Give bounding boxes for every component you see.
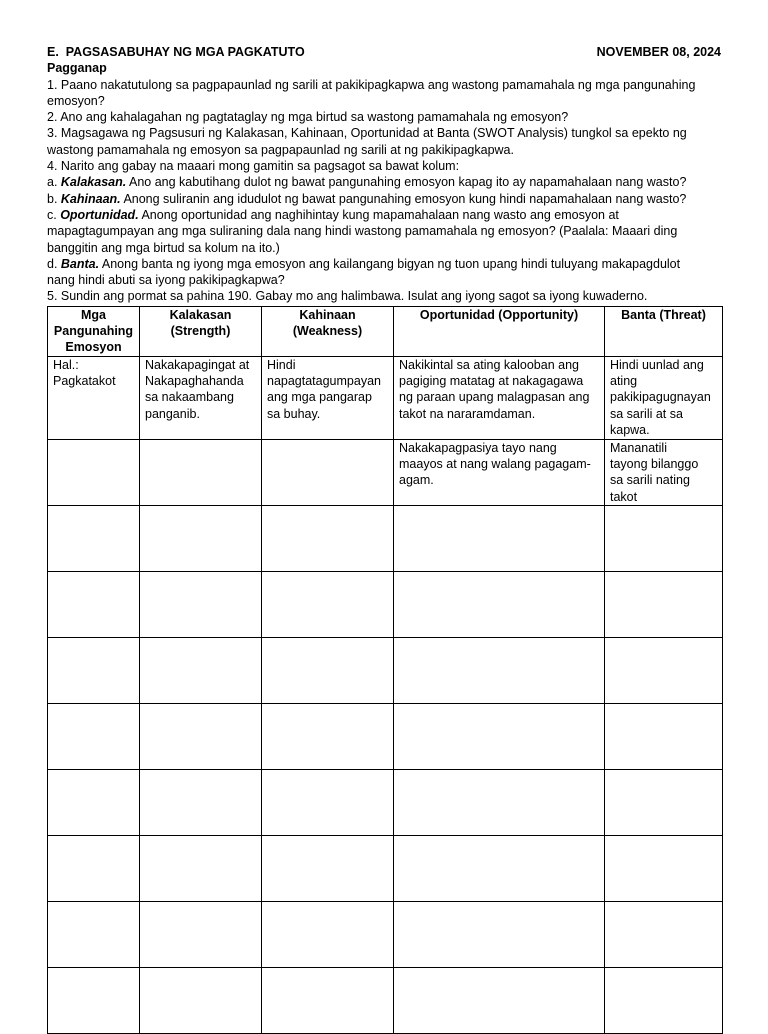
guide-d	[47, 256, 721, 272]
cell-kalakasan	[140, 439, 262, 505]
guide-c-text: Anong oportunidad ang naghihintay kung mapamahalaan nang wasto ang emosyon at	[138, 207, 619, 222]
cell-line: agam.	[399, 473, 434, 488]
instruction-1-cont: emosyon?	[47, 93, 105, 108]
empty-cell	[605, 571, 723, 637]
empty-cell	[262, 637, 394, 703]
header-oportunidad-line: Oportunidad (Opportunity)	[419, 307, 579, 322]
cell-line: Nakakapagingat at	[145, 357, 250, 372]
guide-a	[47, 174, 721, 190]
table-row-example-2	[48, 439, 723, 505]
swot-table	[47, 306, 723, 1034]
cell-emosyon	[48, 356, 140, 439]
guide-c-cont: mapagtagumpayan ang mga suliraning dala nang hindi wastong pamamahala ng emosyon? (Paalala: Maaari ding	[47, 224, 678, 239]
table-row	[48, 505, 723, 571]
empty-cell	[394, 571, 605, 637]
header-kahinaan-line: (Weakness)	[292, 324, 363, 339]
empty-cell	[605, 769, 723, 835]
table-row	[48, 703, 723, 769]
empty-cell	[48, 769, 140, 835]
cell-line: ating	[610, 374, 638, 389]
guide-d-cont: nang hindi abuti sa iyong pakikipagkapwa?	[47, 273, 285, 288]
cell-line: Pagkatakot	[53, 374, 116, 389]
empty-cell	[48, 901, 140, 967]
instruction-3-cont: wastong pamamahala ng emosyon sa pagpapaunlad ng sarili at ng pakikipagkapwa.	[47, 142, 514, 157]
instructions	[47, 77, 721, 305]
cell-line: takot	[610, 489, 638, 504]
cell-kahinaan	[262, 439, 394, 505]
guide-d-text: Anong banta ng iyong mga emosyon ang kailangang bigyan ng tuon upang hindi tuluyang makapagdulot	[99, 256, 681, 271]
empty-cell	[262, 571, 394, 637]
cell-line: Mananatili	[610, 440, 667, 455]
cell-line: Nakapaghahanda	[145, 374, 244, 389]
header-kalakasan-line: (Strength)	[170, 324, 231, 339]
guide-c-prefix: c.	[47, 207, 61, 222]
header-oportunidad	[394, 306, 605, 356]
page-header	[47, 44, 721, 60]
cell-line: sa sarili nating	[610, 473, 690, 488]
header-kalakasan	[140, 306, 262, 356]
empty-cell	[262, 835, 394, 901]
section-title: E. PAGSASABUHAY NG MGA PAGKATUTO	[47, 45, 305, 59]
cell-line: ng paraan upang malagpasan ang	[399, 390, 590, 405]
guide-b-label: Kahinaan.	[60, 191, 121, 206]
table-row-example	[48, 356, 723, 439]
cell-line: Nakikintal sa ating kalooban ang	[399, 357, 579, 372]
cell-line: Nakakapagpasiya tayo nang	[399, 440, 557, 455]
empty-cell	[140, 637, 262, 703]
empty-cell	[262, 901, 394, 967]
cell-line: tayong bilanggo	[610, 457, 699, 472]
header-kahinaan	[262, 306, 394, 356]
empty-cell	[48, 637, 140, 703]
cell-line: Hal.:	[53, 357, 79, 372]
guide-a-label: Kalakasan.	[60, 175, 127, 190]
instruction-2: 2. Ano ang kahalagahan ng pagtataglay ng mga birtud sa wastong pamamahala ng emosyon?	[47, 110, 569, 125]
cell-kahinaan	[262, 356, 394, 439]
cell-line: maayos at nang walang pagagam-	[399, 457, 591, 472]
empty-cell	[394, 901, 605, 967]
cell-banta	[605, 439, 723, 505]
empty-cell	[140, 505, 262, 571]
cell-line: kapwa.	[610, 422, 650, 437]
instruction-4: 4. Narito ang gabay na maaari mong gamitin sa pagsagot sa bawat kolum:	[47, 159, 460, 174]
table-header-row	[48, 306, 723, 356]
cell-banta	[605, 356, 723, 439]
cell-line: napagtatagumpayan	[267, 374, 381, 389]
empty-cell	[605, 637, 723, 703]
header-emosyon-line: Mga	[81, 307, 106, 322]
empty-cell	[48, 703, 140, 769]
cell-line: sa sarili at sa	[610, 406, 683, 421]
cell-oportunidad	[394, 356, 605, 439]
empty-cell	[140, 571, 262, 637]
header-banta-line: Banta (Threat)	[621, 307, 706, 322]
cell-emosyon	[48, 439, 140, 505]
guide-c-label: Oportunidad.	[60, 207, 139, 222]
worksheet-page	[47, 44, 721, 1034]
header-emosyon-line: Pangunahing	[53, 324, 134, 339]
table-row	[48, 901, 723, 967]
cell-line: pagiging matatag at nakagagawa	[399, 374, 584, 389]
empty-cell	[605, 505, 723, 571]
header-banta	[605, 306, 723, 356]
guide-a-text: Ano ang kabutihang dulot ng bawat pangunahing emosyon kapag ito ay napamahalaan nang wasto?	[126, 175, 687, 190]
empty-cell	[262, 505, 394, 571]
instruction-5: 5. Sundin ang pormat sa pahina 190. Gabay mo ang halimbawa. Isulat ang iyong sagot sa iyong kuwaderno.	[47, 289, 648, 304]
empty-cell	[394, 703, 605, 769]
guide-b	[47, 191, 721, 207]
cell-line: sa nakaambang	[145, 390, 234, 405]
cell-line: pakikipagugnayan	[610, 390, 711, 405]
empty-cell	[140, 703, 262, 769]
empty-cell	[140, 769, 262, 835]
empty-cell	[262, 703, 394, 769]
table-row	[48, 835, 723, 901]
empty-cell	[48, 505, 140, 571]
guide-b-prefix: b.	[47, 191, 61, 206]
date: NOVEMBER 08, 2024	[596, 45, 721, 59]
cell-line: Hindi	[267, 357, 296, 372]
guide-c	[47, 207, 721, 223]
guide-a-prefix: a.	[47, 175, 61, 190]
cell-kalakasan	[140, 356, 262, 439]
subtitle: Pagganap	[47, 61, 107, 76]
guide-d-label: Banta.	[60, 256, 100, 271]
header-kahinaan-line: Kahinaan	[299, 307, 356, 322]
empty-cell	[140, 901, 262, 967]
table-row	[48, 769, 723, 835]
cell-line: Hindi uunlad ang	[610, 357, 704, 372]
guide-c-cont2: banggitin ang mga birtud sa kolum na ito.)	[47, 240, 280, 255]
cell-line: sa buhay.	[267, 406, 321, 421]
empty-cell	[48, 835, 140, 901]
empty-cell	[394, 637, 605, 703]
empty-cell	[605, 901, 723, 967]
instruction-1: 1. Paano nakatutulong sa pagpapaunlad ng sarili at pakikipagkapwa ang wastong pamamahala ng mga pangunahing	[47, 77, 696, 92]
table-row	[48, 637, 723, 703]
cell-line: takot na nararamdaman.	[399, 406, 536, 421]
empty-cell	[605, 835, 723, 901]
header-kalakasan-line: Kalakasan	[169, 307, 232, 322]
empty-cell	[605, 703, 723, 769]
empty-cell	[48, 571, 140, 637]
empty-cell	[394, 769, 605, 835]
empty-cell	[140, 835, 262, 901]
empty-cell	[394, 505, 605, 571]
guide-b-text: Anong suliranin ang idudulot ng bawat pangunahing emosyon kung hindi napamahalaan nang wasto?	[120, 191, 687, 206]
header-emosyon-line: Emosyon	[65, 340, 122, 355]
cell-line: ang mga pangarap	[267, 390, 372, 405]
cell-line: panganib.	[145, 406, 200, 421]
instruction-3: 3. Magsagawa ng Pagsusuri ng Kalakasan, Kahinaan, Oportunidad at Banta (SWOT Analysis) tungkol sa epekto ng	[47, 126, 687, 141]
header-emosyon	[48, 306, 140, 356]
empty-cell	[262, 769, 394, 835]
empty-cell	[394, 835, 605, 901]
cell-oportunidad	[394, 439, 605, 505]
table-row	[48, 571, 723, 637]
guide-d-prefix: d.	[47, 256, 61, 271]
